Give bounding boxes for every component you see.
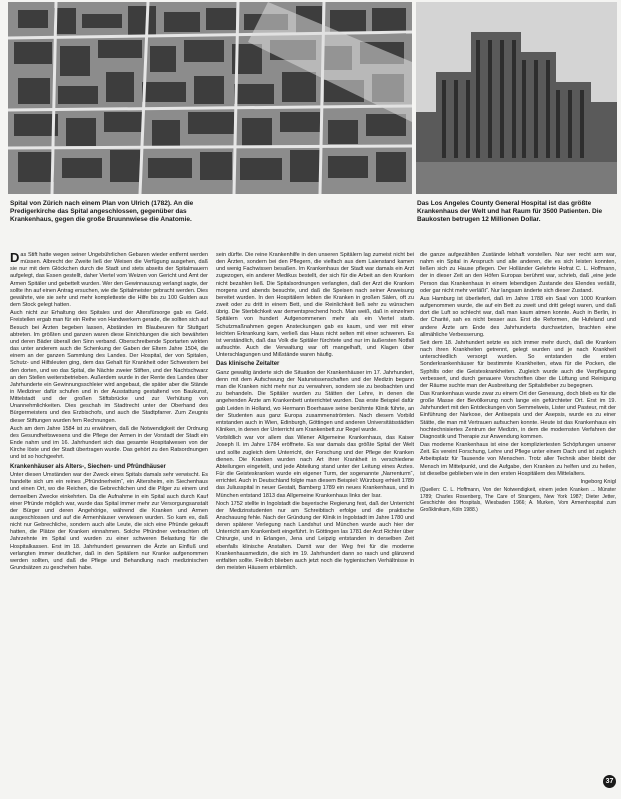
paragraph: Auch am dem Jahre 1584 ist zu erwähnen, daß die Notwendigkeit der Ordnung des Gesundheitswesens und die Pflege der Armen in der Vorstadt der Stadt ein Ende nahm und im 16. Jahrhundert sich das gesamte Hospitalwesen von der Kirche löste und der Stadt übertragen wurde. Das gehört zu den Ratsordnungen und ist so hochgeehrt. [10, 425, 208, 461]
page-number: 37 [603, 775, 616, 788]
paragraph [10, 252, 208, 309]
paragraph: Auch nicht zur Erhaltung des Spitales und der Altersfürsorge gab es Geld. Freistellen ergab man für ein Reihe von Handwerkern gerade, die sollten sich auf Besuch bei Ärzten begeben lassen, Abständen im Blaubeuren für Stuttgart abtreten. Im größten und ganzen waren diese Einrichtungen die sich bewährten und deren Bäder überall den Sinn verband. Oberschreibende Sportarten wirkten das unter anderem auch die Schenkung der Gaben der Eltern Jahre 1504, die einem an der ganzen Sammlung des Landes. Der Hospital, der von Spitalen, Schutz- und Hilfsleuten ging, dem das Gehalt für Krankheit oder Schwestern bei den dorten, und wo das Spital, die Nächte zweier Stiften, und der Nachtschwarz an den Stellen weitersbetrieben. Außerdem wurde in der Rente des Landes über Jahrhunderte ein Gewinnungsschleier wird angebaut, die später aber die Stände in Mediziner dafür schufen und in der Ausstattung gestaltend von Baukunst, Mittelstadt und der großen Stiftsbrücke und zur Verhütung von Unannehmlichkeiten. Dies geschah im Stadtrecht unter der Oberhand des Bürgermeisters und des Erzbischofs, und auch die Stadtpfarrer. Zum Zeugnis dieser Stiftungen wurden fern Rechnungen. [10, 310, 208, 424]
text-column-3 [420, 252, 616, 514]
section-heading: Krankenhäuser als Alters-, Siechen- und Pfründhäuser [10, 463, 166, 470]
paragraph: Noch 1752 stellte in Ingolstadt die bayerische Regierung fest, daß der Unterricht der Medizinstudenten nur am Schreibtisch erfolge und die praktische Anschauung fehle. Nach der Gründung der Klinik in Ingolstadt im Jahre 1780 und deren späterer Verlegung nach Landshut und München wurde auch hier der Unterricht am Krankenbett eingeführt. In Göttingen las 1781 der Arzt Richter über Chirurgie, und in Erlangen, Jena und Leipzig entstanden in derselben Zeit ebenfalls klinische Anstalten. Damit war der Weg frei für die moderne Krankenhausmedizin, die sich im 19. Jahrhundert dann so rasch und glänzend entfalten sollte. Freilich blieben auch jetzt noch die hygienischen Verhältnisse in den meisten Häusern erbärmlich. [216, 500, 414, 572]
hospital-photo [416, 2, 617, 194]
hospital-caption: Das Los Angeles County General Hospital ist das größte Krankenhaus der Welt und hat Raum für 3500 Patienten. Die Baukosten betrugen 12 Millionen Dollar. [417, 200, 603, 224]
paragraph: Aus Hamburg ist überliefert, daß im Jahre 1788 ein Saal von 1000 Kranken aufgenommen wurde, die auf ein Bett zu zweit und dritt gelegt waren, und daß dort die Luft so schlecht war, daß man kaum atmen konnte. Auch in Berlin, in der Charité, sah es nicht besser aus. Erst die Reformen, die Hufeland und andere Ärzte am Ende des Jahrhunderts durchsetzten, brachten eine allmähliche Verbesserung. [420, 295, 616, 338]
text-column-2 [216, 252, 414, 573]
paragraph: Das moderne Krankenhaus ist eine der kompliziertesten Schöpfungen unserer Zeit. Es vereint Forschung, Lehre und Pflege unter einem Dach und ist zugleich Arbeitsplatz für Tausende von Menschen. Trotz aller Technik aber bleibt der Mensch im Mittelpunkt, und die Aufgabe, den Kranken zu helfen und zu heilen, ist dieselbe geblieben wie in den ersten Hospitälern des Mittelalters. [420, 442, 616, 477]
section-heading: Das klinische Zeitalter [216, 361, 280, 368]
hospital-building-illustration [416, 2, 617, 194]
paragraph: Unter diesen Umständen war der Zweck eines Spitals damals sehr verwischt. Es handelte sich um ein reines „Pfründnerheim“, ein Altersheim, ein Siechenhaus und einen Ort, wo die Reichen, die Gebrechlichen und die Pilger zu einem und demselben Zwecke einkehrten. Da die Aufnahme in ein Spital auch durch Kauf einer Pfründe möglich war, wurde das Spital immer mehr zur Versorgungsanstalt der Bürger und deren Angehörige, während die Kranken und Armen ausgeschlossen und auf die Armenhäuser verwiesen wurden. So kam es, daß nicht nur Gebrechliche, sondern auch alte Leute, die sich eine Pfründe gekauft hatten, die Plätze der Kranken einnahmen. Solche Pfründner verbrachten oft Jahrzehnte im Spital und wurden zu einer schweren Belastung für die Hospitalkassen. Erst im 18. Jahrhundert gewannen die Ärzte an Einfluß und verlangten immer deutlicher, daß in den Spitälern nur Kranke aufgenommen werden sollten, und daß die Pflege und Behandlung nach medizinischen Grundsätzen zu geschehen habe. [10, 472, 208, 572]
paragraph: Vorbildlich war vor allem das Wiener Allgemeine Krankenhaus, das Kaiser Joseph II. im Jahre 1784 eröffnete. Es war damals das größte Spital der Welt und sollte zugleich dem Unterricht, der Forschung und der Pflege der Kranken dienen. Die Kranken wurden nach Art ihrer Krankheit in verschiedene Abteilungen eingeteilt, und jede Abteilung stand unter der Leitung eines Arztes. Für die Geisteskranken wurde ein eigener Turm, der sogenannte „Narrenturm“, errichtet. Auch in Deutschland folgte man diesem Beispiel: Würzburg erhielt 1789 das Juliusspital in neuer Gestalt, Bamberg 1789 ein neues Krankenhaus, und in München entstand 1813 das Allgemeine Krankenhaus links der Isar. [216, 435, 414, 499]
sources-note: (Quellen: C. L. Hoffmann, Von der Notwendigkeit, einem jeden Kranken ... Münster 1789; Charles Rosenberg, The Care of Strangers, New York 1987; Dieter Jetter, Geschichte des Hospitals, Wiesbaden 1966; A. Murken, Vom Armenhospital zum Großklinikum, Köln 1988.) [420, 487, 616, 513]
paragraph: Ganz gewaltig änderte sich die Situation der Krankenhäuser im 17. Jahrhundert, denn mit dem Aufschwung der Naturwissenschaften und der Medizin begann man die Kranken nicht mehr nur zu verwahren, sondern sie zu beobachten und zu behandeln. Die Spitäler wurden zu Stätten der Lehre, in denen die angehenden Ärzte am Krankenbett unterrichtet wurden. Das erste Beispiel dafür gab Leiden in Holland, wo Hermann Boerhaave seine berühmte Klinik führte, an der Studenten aus ganz Europa zusammenströmten. Nach diesem Vorbild entstanden auch in Wien, Edinburgh, Göttingen und anderen Universitätsstädten Kliniken, in denen der Unterricht am Krankenbett zur Regel wurde. [216, 369, 414, 434]
city-map-illustration [8, 2, 412, 194]
author-signature: Ingeborg Knigl [580, 478, 616, 485]
paragraph: Das Krankenhaus wurde zwar zu einem Ort der Genesung, doch blieb es für die große Masse der Bevölkerung noch lange ein gefürchteter Ort. Erst im 19. Jahrhundert mit den Entdeckungen von Semmelweis, Lister und Pasteur, mit der Einführung der Narkose, der Antisepsis und der Asepsis, wurde es zu einer Stätte, die man mit Vertrauen aufsuchen konnte. Heute ist das Krankenhaus ein hochtechnisiertes Zentrum der Medizin, in dem die modernsten Verfahren der Diagnostik und Therapie zur Anwendung kommen. [420, 390, 616, 440]
city-map-image [8, 2, 412, 194]
paragraph: Seit dem 18. Jahrhundert setzte es sich immer mehr durch, daß die Kranken nach ihren Krankheiten getrennt, gelegt wurden und je nach Krankheit unterschiedlich versorgt wurden. So entstanden die ersten Sonderkrankenhäuser für bestimmte Krankheiten, etwa für die Pocken, die Syphilis oder die Geisteskrankheiten. Zugleich wurde auch die Verpflegung verbessert, und durch genauere Vorschriften über die Lüftung und Reinigung der Räume suchte man der Ausbreitung der Spitalsfieber zu begegnen. [420, 339, 616, 389]
text-column-1 [10, 252, 208, 573]
map-caption: Spital von Zürich nach einem Plan von Ulrich (1782). An die Predigerkirche das Spital angeschlossen, gegenüber das Krankenhaus, gegen die große Bruunnwiese die Anatomie. [10, 200, 194, 224]
drop-cap: D [10, 250, 20, 265]
paragraph-text: as Stift hatte wegen seiner Ungebührlichen Gebaren wieder entfernt werden müssen. Albrecht der Zweite ließ der Weisen die Verfügung ausgehen, daß sie nur mit dem Glöckchen durch die Stadt und stets abseits der Spitalmauern aufgelegt, das Essen gestellt, daher Viertel vom Weizen von Gericht und Amt der Armen Spitäler und gebettelt wurden. Wer den Gewinnauszug verlangt sagte, der sollte ihn auf einen Antrag ersuchen, wie die Spitalmeister gebracht werden. Dies gewährte, wie sie sehr und mehr kompletteste die Hilfe bis zu 100 Gulden aus dem Stock gelegt hatten. [10, 252, 209, 309]
paragraph: die ganze aufgezählten Zustände lebhaft vorstellen. Nur wer recht arm war, nahm ein Spital in Anspruch und alle anderen, die es sich leisten konnten, ließen sich zu Hause pflegen. Der Holländer Gelehrte Hofrat C. L. Hoffmann, der in dieser Zeit an den Höfen Europas berühmt war, schrieb, daß „eine jede Person das Krankenhaus in einem lebendigen Zustande des Elendes verläßt, oder gar nicht mehr verläßt“. Nur langsam änderte sich dieser Zustand. [420, 252, 616, 294]
paragraph: sein dürfte. Die reine Krankenhilfe in den unseren Spitälern lag zumeist nicht bei den Ärzten, sondern bei den Pflegern, die vielfach aus dem Laienstand kamen und wenig Fachwissen besaßen. Im Krankenhaus der Stadt war damals ein Arzt zugezogen, ein anderer Medikus bestellt, der sich für die Arbeit an den Kranken nicht bezahlen ließ. Die Spitalsordnungen verlangten, daß der Arzt die Kranken morgens und abends besuchte, und daß die Speisen nach seiner Anweisung bereitet wurden. In den Hospitälern lebten die Kranken in großen Sälen, oft zu zweit oder zu dritt in einem Bett, und die Reinlichkeit ließ sehr zu wünschen übrig. Die Sterblichkeit war dementsprechend hoch. Man weiß, daß in einzelnen Spitälern von hundert Aufgenommenen mehr als ein Viertel starb. Schutzmaßnahmen gegen Ansteckungen gab es kaum, und wer mit einer leichten Erkrankung kam, verließ das Haus nicht selten mit einer schweren. Es ist verständlich, daß das Volk die Spitäler fürchtete und nur im äußersten Notfall aufsuchte. Auch die Verwaltung war oft mangelhaft, und Klagen über Unterschlagungen und Mißstände waren häufig. [216, 252, 414, 359]
